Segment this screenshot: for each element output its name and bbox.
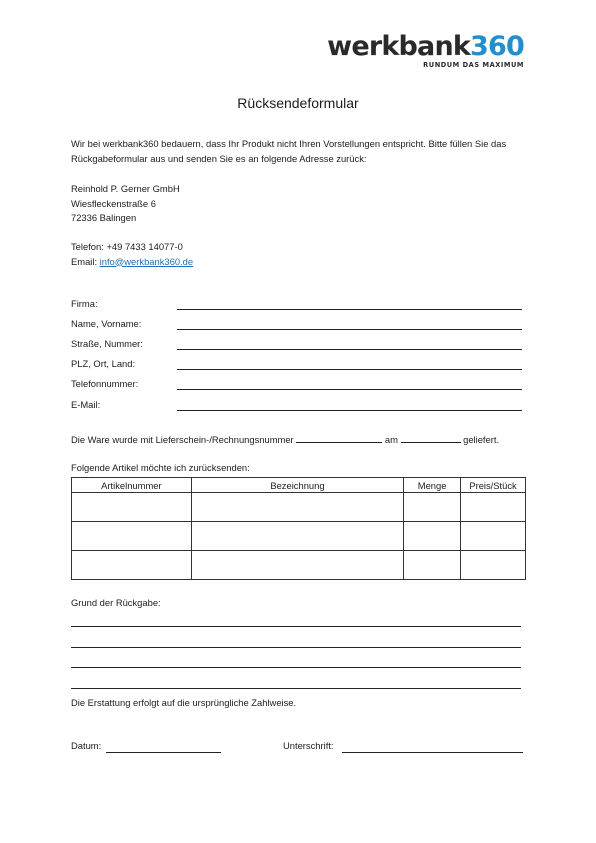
signature-label: Unterschrift: [283, 740, 334, 751]
field-label-email: E-Mail: [71, 399, 101, 410]
header-artikelnummer: Artikelnummer [72, 478, 192, 493]
table-cell[interactable] [72, 522, 192, 551]
reason-line[interactable] [71, 688, 521, 689]
reason-label: Grund der Rückgabe: [71, 597, 161, 608]
field-label-name: Name, Vorname: [71, 318, 142, 329]
table-cell[interactable] [404, 522, 461, 551]
header-preis: Preis/Stück [461, 478, 526, 493]
table-cell[interactable] [461, 522, 526, 551]
refund-note: Die Erstattung erfolgt auf die ursprüngliche Zahlweise. [71, 697, 297, 708]
reason-line[interactable] [71, 647, 521, 648]
invoice-number-blank[interactable] [296, 433, 382, 443]
table-cell[interactable] [191, 551, 403, 580]
table-cell[interactable] [461, 493, 526, 522]
table-cell[interactable] [461, 551, 526, 580]
articles-table [71, 477, 526, 580]
field-line-phone[interactable] [177, 389, 522, 390]
brand-logo [327, 32, 524, 69]
address-company: Reinhold P. Gerner GmbH [71, 183, 180, 194]
table-cell[interactable] [72, 551, 192, 580]
field-line-name[interactable] [177, 329, 522, 330]
delivery-date-blank[interactable] [401, 433, 461, 443]
signature-line[interactable] [342, 752, 523, 753]
table-row [72, 493, 526, 522]
logo-wordmark: werkbank360 [327, 31, 524, 62]
header-bezeichnung: Bezeichnung [191, 478, 403, 493]
field-line-street[interactable] [177, 349, 522, 350]
header-menge: Menge [404, 478, 461, 493]
table-caption: Folgende Artikel möchte ich zurücksenden: [71, 462, 250, 473]
contact-phone: Telefon: +49 7433 14077-0 [71, 241, 183, 252]
table-cell[interactable] [404, 493, 461, 522]
table-row [72, 522, 526, 551]
table-header-row [72, 478, 526, 493]
field-label-street: Straße, Nummer: [71, 338, 143, 349]
brand-name: werkbank360 [102, 138, 159, 149]
date-line[interactable] [106, 752, 221, 753]
contact-info [71, 240, 193, 269]
logo-tagline: RUNDUM DAS MAXIMUM [423, 61, 524, 69]
page-title: Rücksendeformular [237, 95, 359, 111]
field-line-firma[interactable] [177, 309, 522, 310]
field-line-email[interactable] [177, 410, 522, 411]
field-label-firma: Firma: [71, 298, 98, 309]
table-row [72, 551, 526, 580]
table-cell[interactable] [404, 551, 461, 580]
delivery-sentence: Die Ware wurde mit Lieferschein-/Rechnungsnummer am geliefert. [71, 434, 500, 445]
table-cell[interactable] [72, 493, 192, 522]
field-line-city[interactable] [177, 369, 522, 370]
address-city: 72336 Balingen [71, 212, 137, 223]
email-link[interactable]: info@werkbank360.de [99, 255, 194, 267]
field-label-city: PLZ, Ort, Land: [71, 358, 136, 369]
contact-email-row: Email: info@werkbank360.de [71, 255, 194, 267]
field-label-phone: Telefonnummer: [71, 378, 139, 389]
return-address [71, 182, 180, 226]
table-cell[interactable] [191, 493, 403, 522]
address-street: Wiesfleckenstraße 6 [71, 197, 156, 209]
intro-paragraph: Wir bei werkbank360 bedauern, dass Ihr Produkt nicht Ihren Vorstellungen entspricht. Bitte füllen Sie das Rückgabeformular aus und senden Sie es an folgende Adresse zurück: [71, 138, 507, 164]
table-cell[interactable] [191, 522, 403, 551]
date-label: Datum: [71, 740, 102, 751]
reason-line[interactable] [71, 626, 521, 627]
reason-line[interactable] [71, 667, 521, 668]
